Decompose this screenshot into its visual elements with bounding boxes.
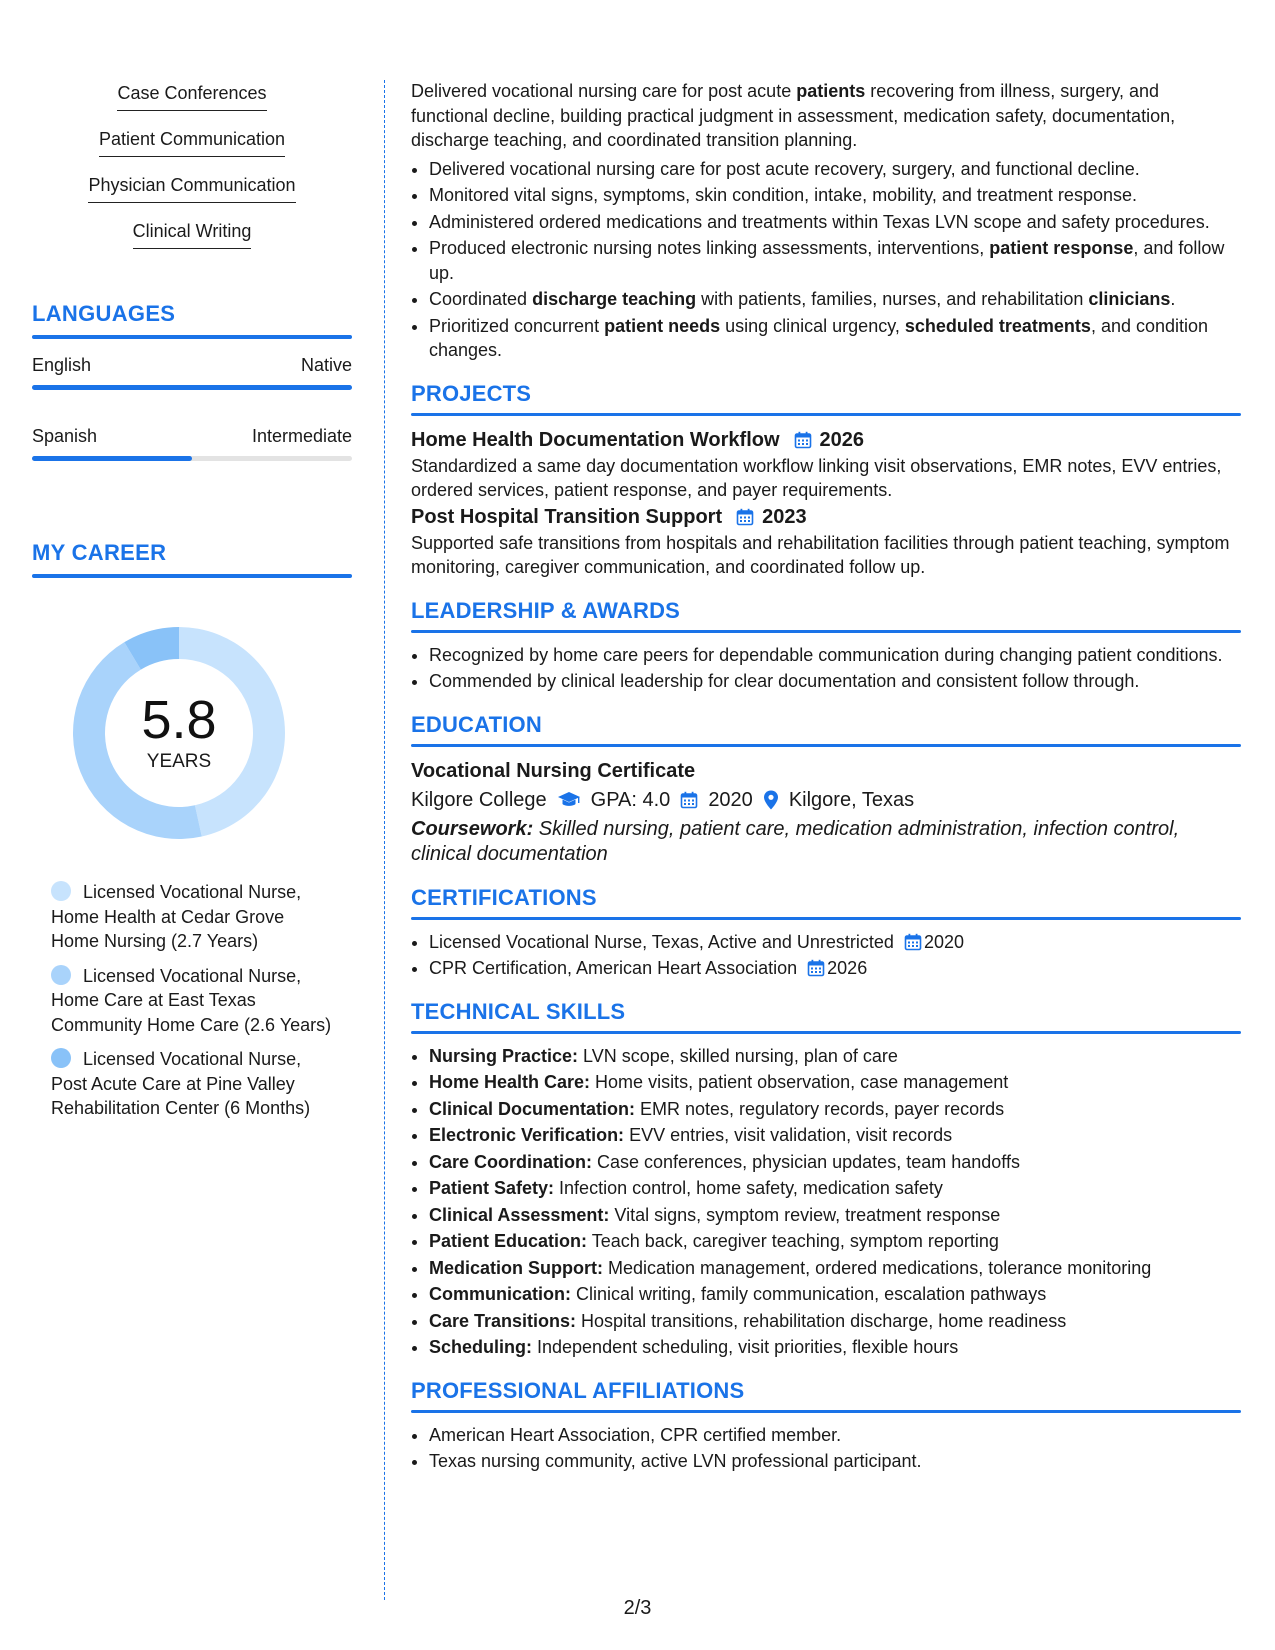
language-item — [32, 424, 352, 461]
text-segment: Coordinated — [429, 289, 533, 309]
technical-skill-value: Infection control, home safety, medication safety — [554, 1178, 943, 1198]
language-level-bar — [32, 456, 352, 461]
bold-text: clinicians — [1088, 289, 1171, 309]
technical-skill-value: EMR notes, regulatory records, payer records — [635, 1098, 1005, 1119]
project-description: Standardized a same day documentation workflow linking visit observations, EMR notes, EVV entries, ordered services, patient response, and payer requirements. — [411, 455, 1222, 500]
career-legend-item — [51, 880, 336, 954]
calendar-icon — [680, 791, 698, 809]
technical-skill-item — [429, 1335, 1241, 1360]
left-sidebar — [32, 80, 352, 461]
technical-skill-item — [429, 1282, 1241, 1307]
technical-skill-value: Case conferences, physician updates, team handoffs — [592, 1151, 1020, 1172]
technical-skill-value: Vital signs, symptom review, treatment response — [609, 1204, 1001, 1225]
language-level-fill — [32, 385, 352, 390]
technical-skills-list — [411, 1044, 1241, 1360]
text-segment: Delivered vocational nursing care for post acute — [411, 81, 797, 101]
section-rule — [32, 335, 352, 339]
career-title: MY CAREER — [32, 540, 167, 565]
education-section — [411, 710, 1241, 867]
leadership-list — [411, 643, 1241, 694]
languages-title: LANGUAGES — [32, 301, 176, 326]
project-name: Post Hospital Transition Support — [411, 505, 723, 528]
career-legend-item — [51, 964, 336, 1038]
technical-skill-label: Scheduling: — [429, 1337, 532, 1357]
text-segment: Administered ordered medications and treatments within Texas LVN scope and safety procedures. — [429, 211, 1210, 232]
text-segment: . — [1170, 289, 1176, 309]
certification-item — [429, 956, 1241, 981]
project-description: Supported safe transitions from hospitals and rehabilitation facilities through patient teaching, symptom monitoring, caregiver communication, and coordinated follow up. — [411, 532, 1230, 577]
legend-dot — [51, 1048, 71, 1068]
career-section — [32, 540, 352, 1118]
experience-bullet — [429, 183, 1241, 208]
bold-text: patient needs — [604, 315, 721, 336]
certifications-list — [411, 930, 1241, 981]
calendar-icon — [736, 508, 754, 526]
calendar-icon — [794, 431, 812, 449]
bold-text: patient response — [989, 238, 1134, 258]
legend-dot — [51, 881, 71, 901]
projects-title: PROJECTS — [411, 380, 532, 406]
experience-bullets — [411, 157, 1241, 363]
technical-skill-item — [429, 1229, 1241, 1254]
language-level: Intermediate — [251, 426, 352, 446]
technical-skill-label: Clinical Documentation: — [429, 1098, 636, 1119]
technical-skill-item — [429, 1256, 1241, 1281]
project-title — [411, 503, 1241, 531]
certifications-title: CERTIFICATIONS — [411, 884, 597, 910]
degree-title: Vocational Nursing Certificate — [411, 759, 696, 782]
projects-section — [411, 379, 1241, 580]
experience-bullet — [429, 210, 1241, 235]
bold-text: scheduled treatments — [904, 315, 1091, 336]
graduation-cap-icon — [557, 791, 581, 809]
leadership-item: • Commended by clinical leadership for clear documentation and consistent follow through. — [429, 669, 1241, 694]
language-name: English — [32, 355, 92, 375]
technical-skill-label: Nursing Practice: — [429, 1045, 579, 1066]
text-segment: with patients, families, nurses, and rehabilitation — [696, 289, 1089, 309]
experience-bullet — [429, 287, 1241, 312]
education-meta — [411, 785, 1241, 815]
coursework-text: Skilled nursing, patient care, medication administration, infection control, clinical documentation — [411, 817, 1180, 865]
experience-bullet — [429, 236, 1241, 285]
career-legend — [51, 880, 336, 1131]
technical-skill-label: Communication: — [429, 1284, 571, 1304]
skill-tag: Case Conferences — [117, 80, 266, 111]
affiliations-list — [411, 1423, 1241, 1474]
certifications-section — [411, 883, 1241, 981]
technical-skills-section — [411, 997, 1241, 1360]
certification-year: 2026 — [827, 958, 868, 978]
section-rule — [411, 1410, 1241, 1413]
project-name: Home Health Documentation Workflow — [411, 428, 780, 451]
language-level-bar — [32, 385, 352, 390]
technical-skill-item — [429, 1203, 1241, 1228]
text-segment: Prioritized concurrent — [429, 315, 605, 336]
text-segment: using clinical urgency, — [720, 315, 905, 336]
coursework — [411, 817, 1241, 867]
skill-tag: Patient Communication — [99, 126, 285, 157]
graduation-year: 2020 — [708, 788, 753, 811]
section-rule — [411, 1031, 1241, 1034]
legend-dot — [51, 965, 71, 985]
technical-skill-label: Care Transitions: — [429, 1310, 577, 1331]
text-segment: Monitored vital signs, symptoms, skin condition, intake, mobility, and treatment response. — [429, 185, 1137, 205]
technical-skill-item — [429, 1176, 1241, 1201]
technical-skill-value: Hospital transitions, rehabilitation discharge, home readiness — [576, 1310, 1067, 1331]
coursework-label: Coursework: — [411, 817, 534, 840]
technical-skill-label: Clinical Assessment: — [429, 1204, 610, 1225]
skill-tag: Clinical Writing — [133, 218, 252, 249]
calendar-icon — [904, 933, 922, 951]
certification-year: 2020 — [923, 931, 964, 952]
technical-skills-title: TECHNICAL SKILLS — [411, 998, 626, 1024]
legend-label: Licensed Vocational Nurse, Home Care at East Texas Community Home Care (2.6 Years) — [51, 965, 332, 1035]
skill-tags — [32, 80, 352, 264]
technical-skill-label: Patient Safety: — [429, 1178, 555, 1198]
certification-item — [429, 930, 1241, 955]
affiliation-item: • American Heart Association, CPR certified member. — [429, 1423, 1241, 1448]
technical-skill-label: Patient Education: — [429, 1231, 588, 1251]
project-title — [411, 426, 1241, 454]
language-level-fill — [32, 456, 192, 461]
affiliation-item: • Texas nursing community, active LVN professional participant. — [429, 1449, 1241, 1474]
gpa: GPA: 4.0 — [590, 788, 671, 811]
bold-text: patients — [796, 81, 866, 101]
experience-summary — [411, 79, 1241, 153]
text-segment: Produced electronic nursing notes linking assessments, interventions, — [429, 238, 990, 258]
technical-skill-value: Independent scheduling, visit priorities, flexible hours — [532, 1337, 959, 1357]
column-divider — [384, 80, 385, 1600]
language-level: Native — [300, 355, 352, 375]
experience-bullet — [429, 314, 1241, 363]
technical-skill-value: LVN scope, skilled nursing, plan of care — [578, 1045, 898, 1066]
location-pin-icon — [763, 790, 779, 810]
languages-section — [32, 301, 352, 461]
technical-skill-item — [429, 1123, 1241, 1148]
technical-skill-label: Electronic Verification: — [429, 1125, 625, 1145]
calendar-icon — [807, 959, 825, 977]
legend-label: Licensed Vocational Nurse, Post Acute Care at Pine Valley Rehabilitation Center (6 Months) — [51, 1049, 311, 1118]
main-content — [411, 79, 1241, 1476]
technical-skill-value: Teach back, caregiver teaching, symptom reporting — [587, 1231, 999, 1251]
text-segment: , and condition changes. — [429, 315, 1209, 360]
affiliations-title: PROFESSIONAL AFFILIATIONS — [411, 1377, 745, 1403]
section-rule — [411, 413, 1241, 416]
text-segment: recovering from illness, surgery, and functional decline, building practical judgment in assessment, medication safety, documentation, discharge teaching, and coordinated transition planning. — [411, 81, 1176, 150]
school-location: Kilgore, Texas — [788, 788, 915, 811]
career-unit: YEARS — [146, 751, 212, 772]
language-item — [32, 353, 352, 390]
education-title: EDUCATION — [411, 711, 542, 737]
experience-bullet — [429, 157, 1241, 182]
technical-skill-value: EVV entries, visit validation, visit records — [624, 1125, 953, 1145]
certification-name: Licensed Vocational Nurse, Texas, Active and Unrestricted — [429, 931, 894, 952]
page-number: 2/3 — [623, 1597, 652, 1619]
technical-skill-label: Home Health Care: — [429, 1072, 591, 1092]
language-name: Spanish — [32, 426, 98, 446]
technical-skill-item — [429, 1070, 1241, 1095]
leadership-title: LEADERSHIP & AWARDS — [411, 597, 681, 623]
section-rule — [32, 574, 352, 578]
technical-skill-item — [429, 1097, 1241, 1122]
technical-skill-value: Home visits, patient observation, case management — [590, 1072, 1009, 1092]
bold-text: discharge teaching — [532, 289, 697, 309]
certification-name: CPR Certification, American Heart Association — [429, 958, 798, 978]
section-rule — [411, 744, 1241, 747]
leadership-section — [411, 596, 1241, 694]
technical-skill-value: Medication management, ordered medications, tolerance monitoring — [603, 1257, 1152, 1278]
text-segment: Delivered vocational nursing care for post acute recovery, surgery, and functional decline. — [429, 158, 1140, 179]
skill-tag: Physician Communication — [88, 172, 295, 203]
legend-label: Licensed Vocational Nurse, Home Health at Cedar Grove Home Nursing (2.7 Years) — [51, 882, 302, 951]
technical-skill-label: Care Coordination: — [429, 1151, 593, 1172]
section-rule — [411, 917, 1241, 920]
text-segment: , and follow up. — [429, 238, 1225, 283]
career-donut-chart — [66, 620, 292, 846]
section-rule — [411, 630, 1241, 633]
technical-skill-value: Clinical writing, family communication, escalation pathways — [571, 1284, 1047, 1304]
project-year: 2026 — [819, 428, 865, 451]
technical-skill-item — [429, 1309, 1241, 1334]
leadership-item: • Recognized by home care peers for dependable communication during changing patient conditions. — [429, 643, 1241, 668]
affiliations-section — [411, 1376, 1241, 1474]
project-year: 2023 — [762, 505, 807, 528]
technical-skill-item — [429, 1150, 1241, 1175]
technical-skill-item — [429, 1044, 1241, 1069]
school-name: Kilgore College — [411, 788, 547, 811]
technical-skill-label: Medication Support: — [429, 1257, 603, 1278]
career-total-years: 5.8 — [141, 690, 217, 750]
career-legend-item — [51, 1047, 336, 1121]
